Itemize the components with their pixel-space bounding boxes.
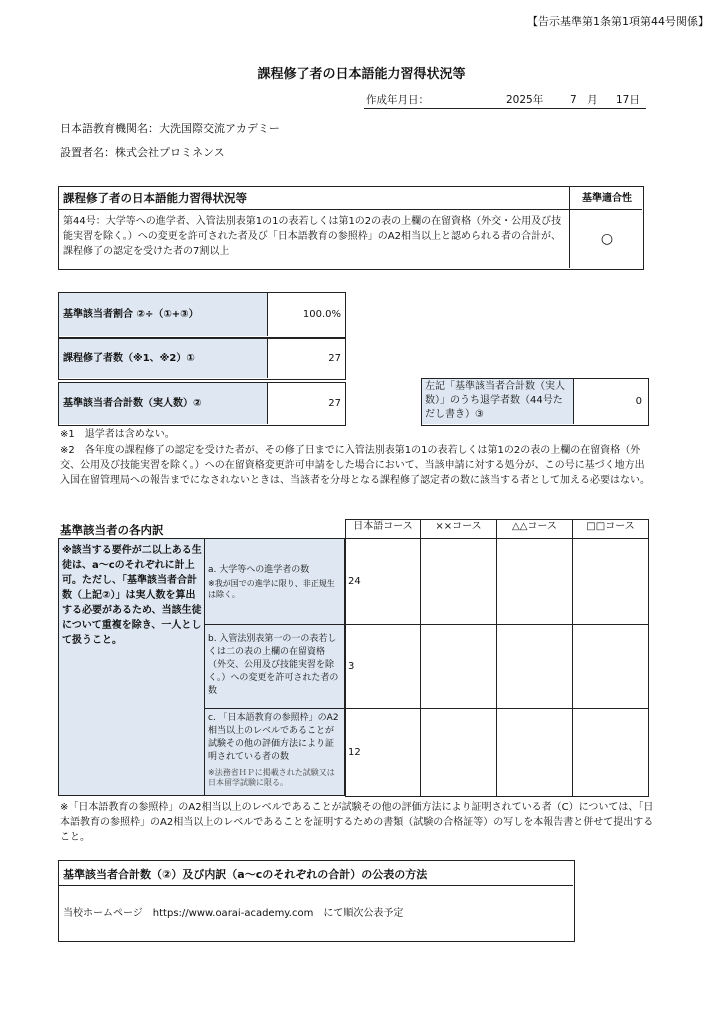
row-a-value-2 <box>421 539 497 625</box>
publication-box <box>58 860 575 942</box>
course-header-3: △△コース <box>497 520 573 539</box>
ratio-box <box>58 292 346 338</box>
row-b-value-3 <box>497 625 573 709</box>
date-month: 7 月 <box>570 94 598 106</box>
withdrawn-label: 左記「基準該当者合計数（実人数）」のうち退学者数（44号ただし書き）③ <box>425 381 565 420</box>
conformity-mark: ○ <box>600 231 614 247</box>
qualified-value: 27 <box>328 398 341 409</box>
page-title: 課程修了者の日本語能力習得状況等 <box>257 67 466 82</box>
course-header-1: 日本語コース <box>346 520 421 539</box>
row-b-value-2 <box>421 625 497 709</box>
criteria-table <box>58 186 644 270</box>
row-c-value-3 <box>497 709 573 797</box>
date-year: 2025年 <box>506 94 544 106</box>
breakdown-left-panel <box>58 538 345 796</box>
note-2: ※2 各年度の課程修了の認定を受けた者が、その修了日までに入管法別表第1の1の表若しくは第1の2の表の上欄の在留資格（外交、公用及び技能実習を除く。）への在留資格変更許可申請をした場合において、当該申請に対する処分が、この号に基づく地方出入国在留管理局への報告までになされないときは、当該者を分母となる課程修了認定者の数に該当する者として加える必要はない。 <box>60 445 650 486</box>
breakdown-footnote: ※「日本語教育の参照枠」のA2相当以上のレベルであることが試験その他の評価方法により証明されている者（C）については、「日本語教育の参照枠」のA2相当以上のレベルであることを証明するための書類（試験の合格証等）の写しを本報告書と併せて提出すること。 <box>60 802 654 843</box>
conformity-header: 基準適合性 <box>582 193 632 204</box>
publication-body: 当校ホームページ https://www.oarai-academy.com にて順次公表予定 <box>63 908 404 919</box>
row-b-value-4 <box>573 625 649 709</box>
completers-box <box>58 338 346 380</box>
row-c-value-4 <box>573 709 649 797</box>
date-row <box>364 92 646 109</box>
breakdown-table <box>345 519 649 797</box>
completers-value: 27 <box>328 353 341 364</box>
row-b-value-1: 3 <box>346 625 421 709</box>
row-b-label-cell <box>205 625 345 709</box>
row-a-label: a. 大学等への進学者の数 <box>208 565 310 575</box>
withdrawn-value: 0 <box>635 396 642 407</box>
row-a-value-1: 24 <box>346 539 421 625</box>
course-header-4: □□コース <box>573 520 649 539</box>
row-a-value-3 <box>497 539 573 625</box>
completers-label: 課程修了者数（※1、※2）① <box>63 353 195 364</box>
criteria-heading: 課程修了者の日本語能力習得状況等 <box>63 191 247 205</box>
row-a-label-cell <box>205 539 345 625</box>
publication-heading: 基準該当者合計数（②）及び内訳（a〜cのそれぞれの合計）の公表の方法 <box>63 868 428 881</box>
basis-reference: 【告示基準第1条第1項第44号関係】 <box>527 15 709 28</box>
date-label: 作成年月日： <box>366 94 429 106</box>
qualified-box <box>58 382 346 426</box>
ratio-label: 基準該当者割合 ②÷（①+③） <box>63 309 199 320</box>
row-b-label: b. 入管法別表第一の一の表若しくは二の表の上欄の在留資格（外交、公用及び技能実習を除く。）への変更を許可された者の数 <box>208 634 339 696</box>
row-c-value-2 <box>421 709 497 797</box>
institution-name: 日本語教育機関名：大洗国際交流アカデミー <box>60 122 280 135</box>
row-c-label-cell <box>205 709 345 795</box>
row-a-sub: ※我が国での進学に限り、非正規生は除く。 <box>208 579 335 599</box>
criteria-description: 第44号：大学等への進学者、入管法別表第1の1の表若しくは第1の2の表の上欄の在留資格（外交・公用及び技能実習を除く。）への変更を許可された者及び「日本語教育の参照枠」のA2相当以上と認められる者の合計が、課程修了の認定を受けた者の7割以上 <box>63 216 562 257</box>
founder-name: 設置者名：株式会社プロミネンス <box>60 146 225 159</box>
date-day: 17日 <box>616 94 640 106</box>
withdrawn-box <box>421 378 649 426</box>
row-c-label: c. 「日本語教育の参照枠」のA2相当以上のレベルであることが試験その他の評価方法により証明されている者の数 <box>208 713 339 762</box>
ratio-value: 100.0% <box>302 309 341 320</box>
row-c-sub: ※法務省ＨＰに掲載された試験又は日本留学試験に限る。 <box>208 768 335 787</box>
breakdown-note: ※該当する要件が二以上ある生徒は、a〜cのそれぞれに計上可。ただし、「基準該当者合計数（上記②）」は実人数を算出する必要があるため、当該生徒について重複を除き、一人として扱うこと。 <box>62 545 202 646</box>
note-1: ※1 退学者は含めない。 <box>60 429 175 440</box>
course-header-2: ××コース <box>421 520 497 539</box>
row-c-value-1: 12 <box>346 709 421 797</box>
qualified-label: 基準該当者合計数（実人数）② <box>63 398 202 409</box>
row-a-value-4 <box>573 539 649 625</box>
breakdown-heading: 基準該当者の各内訳 <box>60 523 164 537</box>
